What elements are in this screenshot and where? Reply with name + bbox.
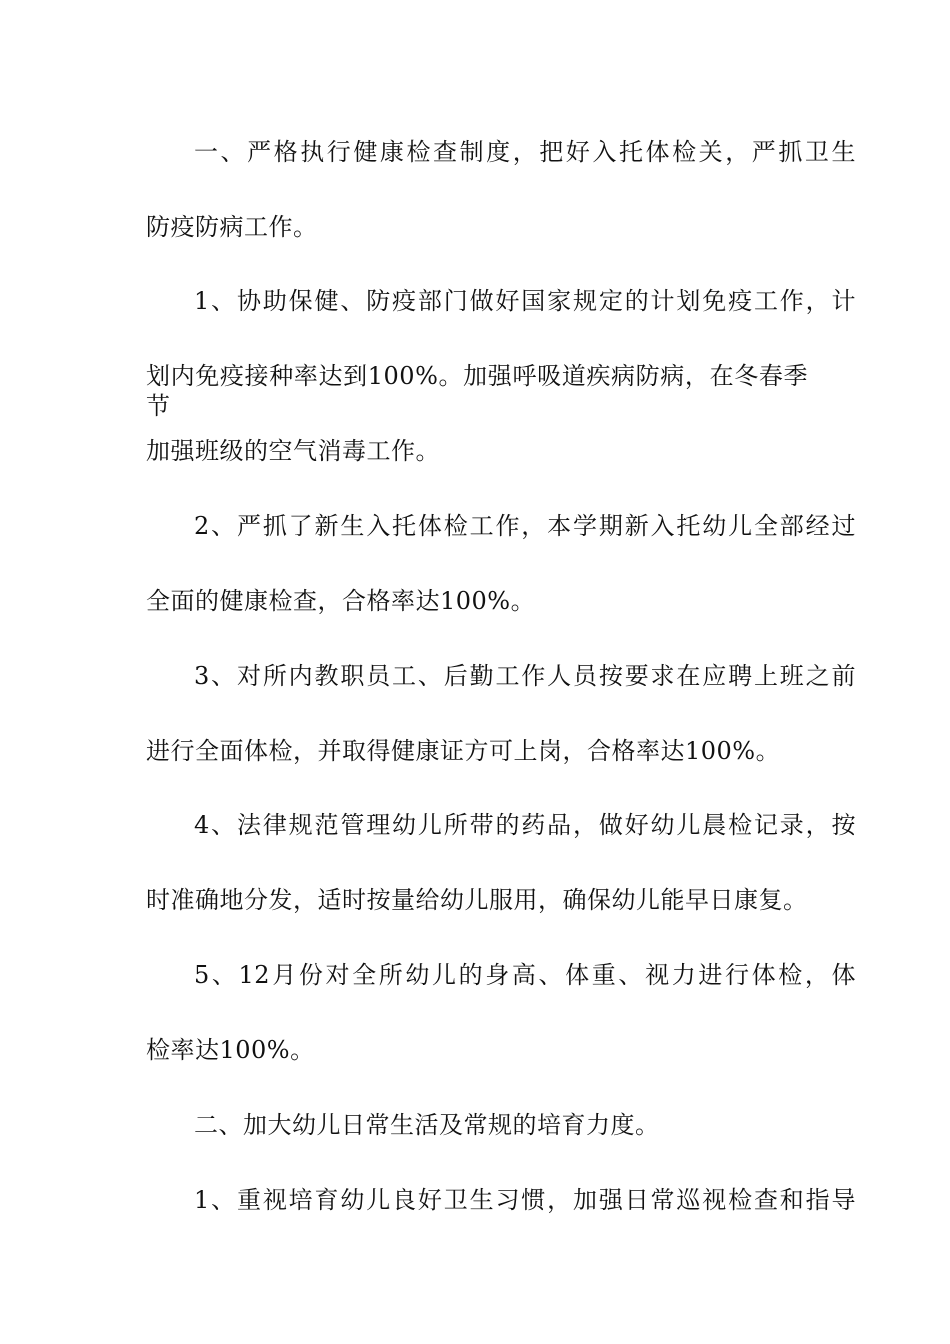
item-2-line-2: 全面的健康检查，合格率达100%。 (146, 587, 536, 615)
item-1-line-3: 加强班级的空气消毒工作。 (146, 437, 440, 465)
item-3-line-2: 进行全面体检，并取得健康证方可上岗，合格率达100%。 (146, 737, 781, 765)
item-4-line-1: 4、法律规范管理幼儿所带的药品，做好幼儿晨检记录，按 (194, 811, 856, 839)
item-2-line-1: 2、严抓了新生入托体检工作，本学期新入托幼儿全部经过 (194, 512, 856, 540)
section-2-item-1-line-1: 1、重视培育幼儿良好卫生习惯，加强日常巡视检查和指导 (194, 1186, 856, 1214)
section-heading-1-line-2: 防疫防病工作。 (146, 213, 318, 241)
item-5-line-1: 5、12月份对全所幼儿的身高、体重、视力进行体检，体 (194, 961, 856, 989)
section-heading-1-line-1: 一、严格执行健康检查制度，把好入托体检关，严抓卫生 (194, 138, 856, 166)
item-1-line-2: 划内免疫接种率达到100%。加强呼吸道疾病防病，在冬春季节 (146, 362, 808, 420)
item-1-line-1: 1、协助保健、防疫部门做好国家规定的计划免疫工作，计 (194, 287, 856, 315)
item-4-line-2: 时准确地分发，适时按量给幼儿服用，确保幼儿能早日康复。 (146, 886, 808, 914)
section-heading-2: 二、加大幼儿日常生活及常规的培育力度。 (194, 1111, 660, 1139)
item-3-line-1: 3、对所内教职员工、后勤工作人员按要求在应聘上班之前 (194, 662, 856, 690)
item-5-line-2: 检率达100%。 (146, 1036, 315, 1064)
